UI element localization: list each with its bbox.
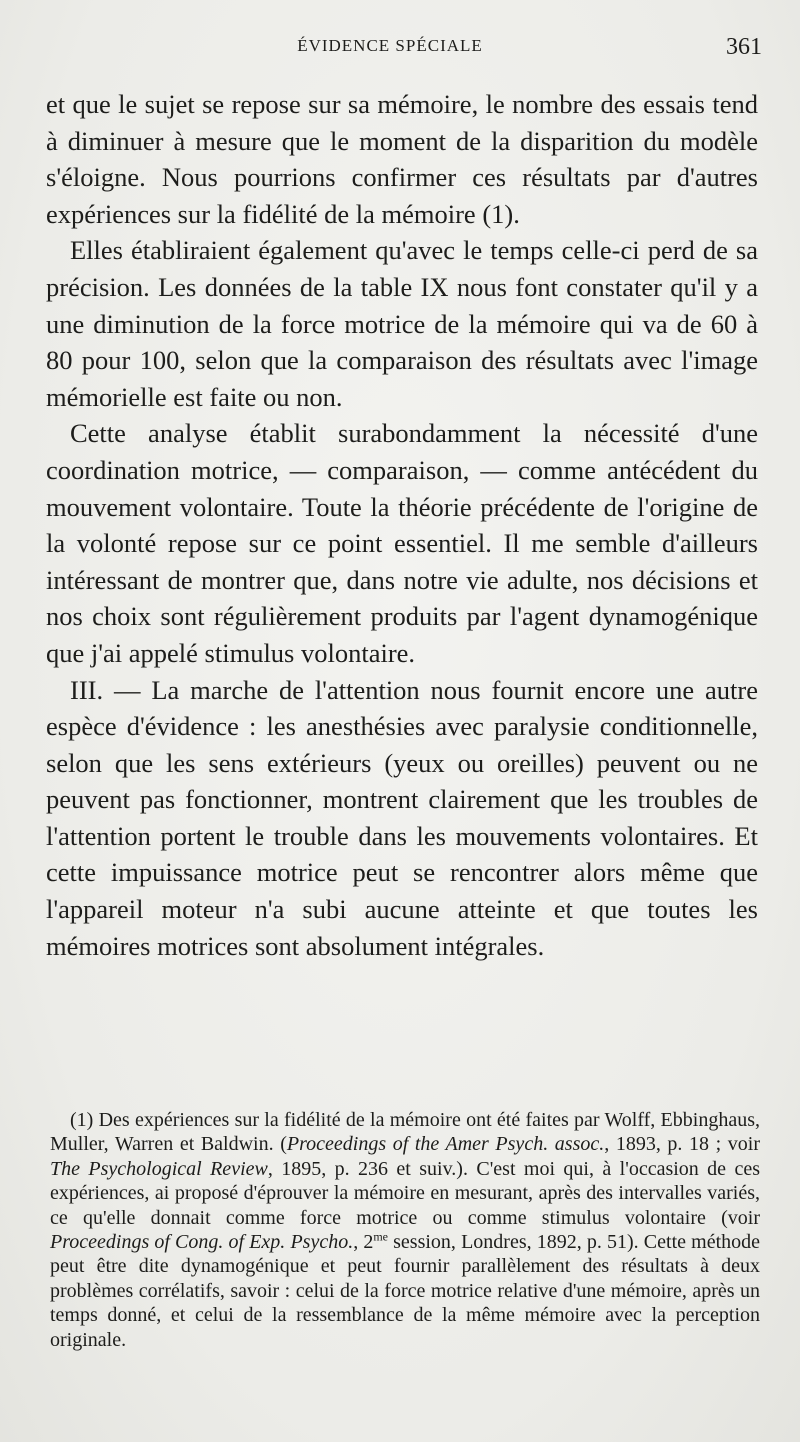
body-text	[46, 86, 758, 964]
footnote	[50, 1108, 760, 1352]
footnote-citation-italic: Proceedings of Cong. of Exp. Psycho.	[50, 1231, 354, 1254]
paragraph-section-iii: III. — La marche de l'attention nous fournit encore une autre espèce d'évidence : les anesthésies avec paralysie conditionnelle, selon que les sens extérieurs (yeux ou oreilles) peuvent ou ne peuvent pas fonctionner, montrent clairement que les troubles de l'attention portent le trouble dans les mouvements volontaires. Et cette impuissance motrice peut se rencontrer alors même que l'appareil moteur n'a subi aucune atteinte et que toutes les mémoires motrices sont absolument intégrales.	[46, 674, 758, 961]
footnote-text: , 1895, p. 236 et suiv.). C'est moi qui, à l'occasion de ces expériences, ai proposé d'éprouver la mémoire en mesurant, après des intervalles variés, ce qu'elle donnait comme force motrice ou comme stimulus volontaire (voir	[50, 1157, 760, 1229]
footnote-1	[50, 1108, 760, 1352]
footnote-superscript: me	[373, 1229, 389, 1244]
paragraph: Cette analyse établit surabondamment la nécessité d'une coordination motrice, — comparaison, — comme antécédent du mouvement volontaire. Toute la théorie précédente de l'origine de la volonté repose sur ce point essentiel. Il me semble d'ailleurs intéressant de montrer que, dans notre vie adulte, nos décisions et nos choix sont régulièrement produits par l'agent dynamogénique que j'ai appelé stimulus volontaire.	[46, 418, 758, 668]
paragraph-continued: et que le sujet se repose sur sa mémoire, le nombre des essais tend à diminuer à mesure que le moment de la disparition du modèle s'éloigne. Nous pourrions confirmer ces résultats par d'autres expériences sur la fidélité de la mémoire (1).	[46, 89, 758, 229]
running-head-title: ÉVIDENCE SPÉCIALE	[297, 36, 483, 55]
page-number: 361	[726, 34, 762, 60]
paragraph: Elles établiraient également qu'avec le temps celle-ci perd de sa précision. Les données de la table IX nous font constater qu'il y a une diminution de la force motrice de la mémoire qui va de 60 à 80 pour 100, selon que la comparaison des résultats avec l'image mémorielle est faite ou non.	[46, 235, 758, 412]
running-head	[0, 34, 800, 64]
footnote-text: (1) Des expériences sur la fidélité de la mémoire ont été faites par Wolff, Ebbinghaus, Muller, Warren et Baldwin. (	[50, 1109, 760, 1156]
footnote-text: , 2	[353, 1231, 374, 1254]
footnote-citation-italic: Proceedings of the Amer Psych. assoc.	[286, 1133, 605, 1156]
footnote-text: , 1893, p. 18 ; voir	[604, 1133, 760, 1156]
footnote-text: session, Londres, 1892, p. 51). Cette méthode peut être dite dynamogénique et peut fournir parallèlement des résultats à deux problèmes corrélatifs, savoir : celui de la force motrice relative d'une mémoire, après un temps donné, et celui de la ressemblance de la même mémoire avec la perception originale.	[50, 1231, 761, 1351]
footnote-citation-italic: The Psychological Review	[50, 1157, 268, 1180]
